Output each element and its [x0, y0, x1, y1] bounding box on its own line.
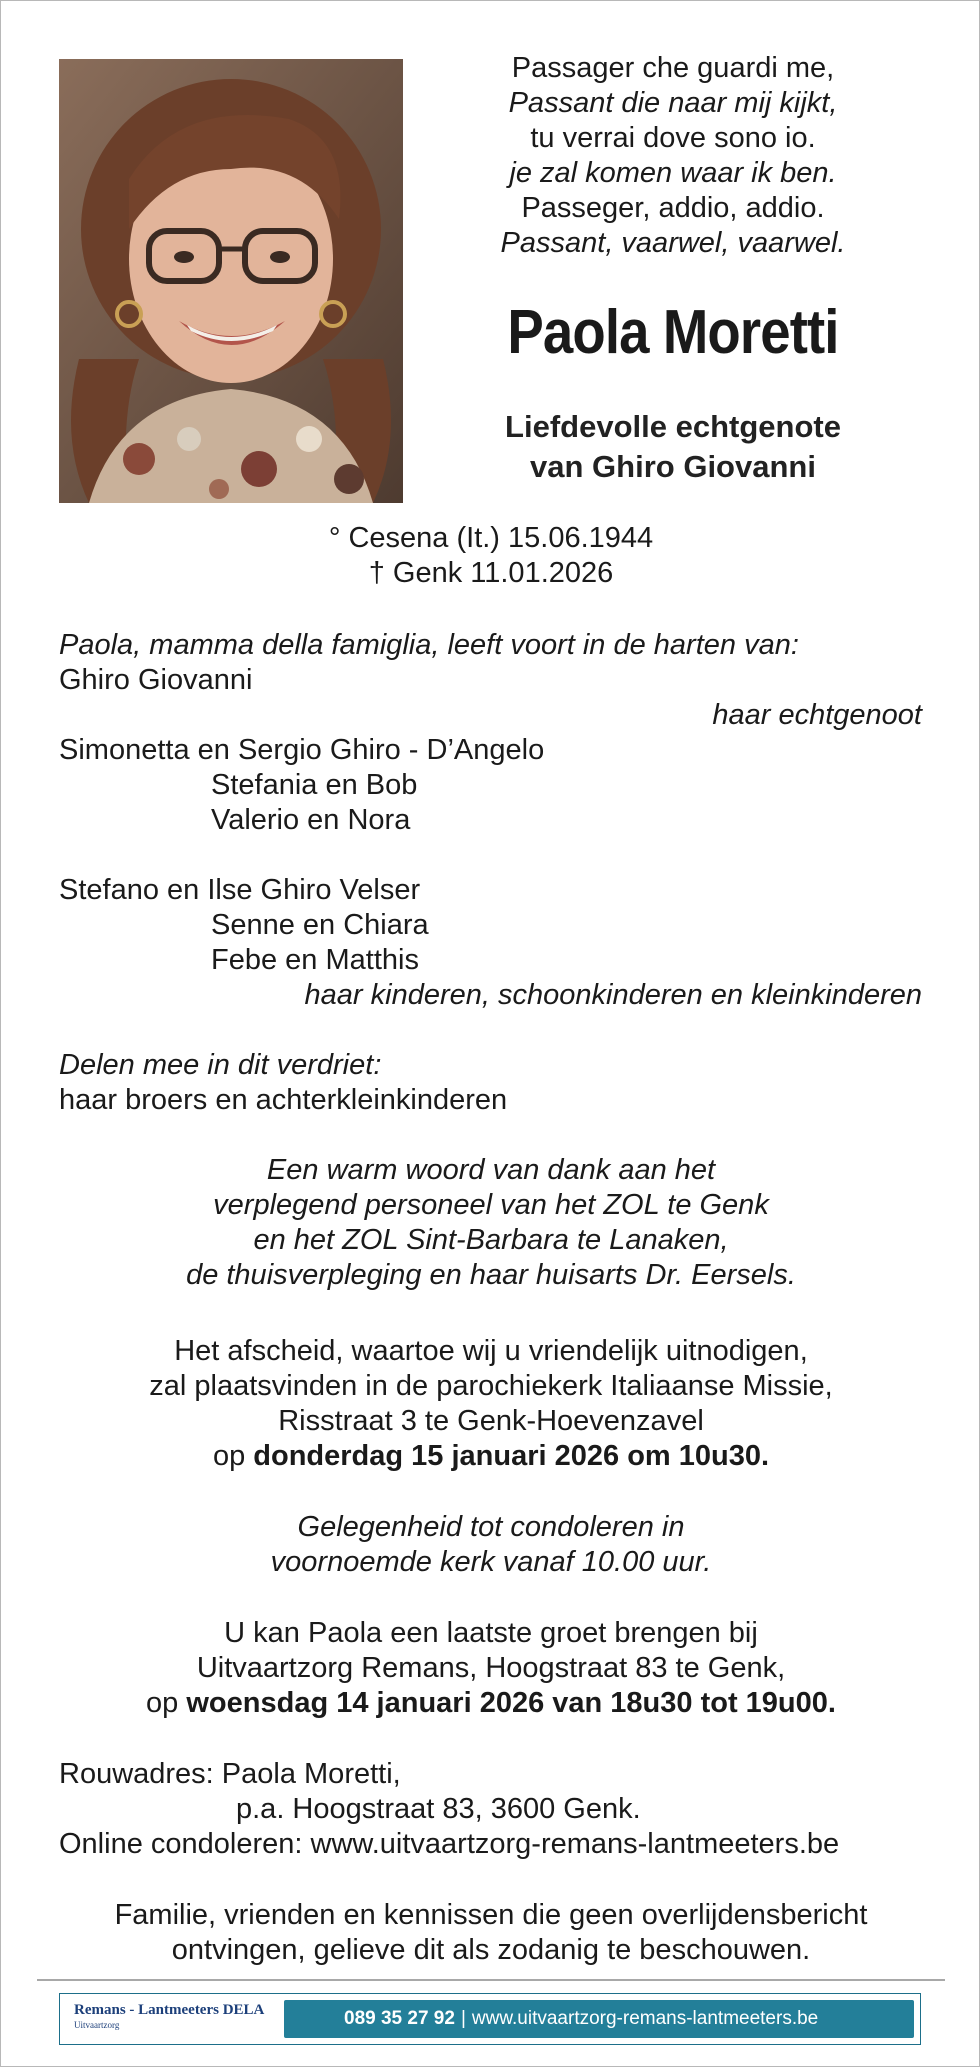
visit-datetime-value: woensdag 14 januari 2026 van 18u30 tot 19u00. — [186, 1687, 836, 1719]
poem-line-5: Passeger, addio, addio. — [521, 192, 825, 224]
brand-logo — [74, 2001, 264, 2031]
spouse-line-1: Liefdevolle echtgenote — [505, 409, 841, 444]
funeral-datetime — [1, 1439, 980, 1474]
condolence-line-2: voornoemde kerk vanaf 10.00 uur. — [270, 1546, 712, 1578]
funeral-datetime-value: donderdag 15 januari 2026 om 10u30. — [253, 1440, 770, 1472]
thanks-line-4: de thuisverpleging en haar huisarts Dr. Eersels. — [186, 1259, 796, 1291]
online-condolence: Online condoleren: www.uitvaartzorg-remans-lantmeeters.be — [59, 1828, 840, 1860]
website-link[interactable]: www.uitvaartzorg-remans-lantmeeters.be — [471, 2008, 819, 2029]
thanks-line-2: verplegend personeel van het ZOL te Genk — [213, 1189, 769, 1221]
funeral-line-2: zal plaatsvinden in de parochiekerk Italiaanse Missie, — [149, 1370, 833, 1402]
poem-line-4: je zal komen waar ik ben. — [509, 157, 837, 189]
poem — [433, 51, 913, 261]
child-2: Stefano en Ilse Ghiro Velser — [59, 874, 421, 906]
death-date: † Genk 11.01.2026 — [368, 557, 614, 589]
visit-line-1: U kan Paola een laatste groet brengen bij — [224, 1617, 758, 1649]
phone-number[interactable]: 089 35 27 92 — [344, 2008, 455, 2029]
spouse-line-2: van Ghiro Giovanni — [530, 449, 816, 484]
brand-name: Remans - Lantmeeters DELA — [74, 2002, 265, 2018]
husband-role: haar echtgenoot — [712, 699, 922, 731]
grandchild-2b: Febe en Matthis — [211, 944, 419, 976]
funeral-line-1: Het afscheid, waartoe wij u vriendelijk uitnodigen, — [174, 1335, 808, 1367]
address-line-1: Rouwadres: Paola Moretti, — [59, 1758, 401, 1790]
notice-line-1: Familie, vrienden en kennissen die geen overlijdensbericht — [114, 1899, 868, 1931]
spouse-note — [433, 407, 913, 487]
thanks-line-1: Een warm woord van dank aan het — [266, 1154, 716, 1186]
visit-line-2: Uitvaartzorg Remans, Hoogstraat 83 te Genk, — [196, 1652, 786, 1684]
condolence-line-1: Gelegenheid tot condoleren in — [297, 1511, 685, 1543]
life-dates — [1, 521, 980, 591]
grandchild-1b: Valerio en Nora — [211, 804, 411, 836]
birth-date: ° Cesena (It.) 15.06.1944 — [328, 522, 654, 554]
share-intro: Delen mee in dit verdriet: — [59, 1049, 382, 1081]
poem-line-3: tu verrai dove sono io. — [530, 122, 816, 154]
child-1: Simonetta en Sergio Ghiro - D’Angelo — [59, 734, 545, 766]
thanks-line-3: en het ZOL Sint-Barbara te Lanaken, — [253, 1224, 729, 1256]
poem-line-6: Passant, vaarwel, vaarwel. — [500, 227, 846, 259]
share-names: haar broers en achterkleinkinderen — [59, 1084, 508, 1116]
contact-bar — [284, 2000, 914, 2038]
grandchild-1a: Stefania en Bob — [211, 769, 418, 801]
visit-datetime — [1, 1686, 980, 1721]
brand-subtitle: Uitvaartzorg — [74, 2020, 120, 2030]
address-line-2: p.a. Hoogstraat 83, 3600 Genk. — [236, 1793, 641, 1825]
funeral-line-3: Risstraat 3 te Genk-Hoevenzavel — [278, 1405, 704, 1437]
funeral-datetime-prefix: op — [212, 1440, 246, 1472]
poem-line-2: Passant die naar mij kijkt, — [508, 87, 838, 119]
children-role: haar kinderen, schoonkinderen en kleinkinderen — [304, 979, 922, 1011]
footer-banner — [59, 1993, 921, 2045]
notice-line-2: ontvingen, gelieve dit als zodanig te beschouwen. — [171, 1934, 811, 1966]
deceased-name: Paola Moretti — [507, 298, 839, 367]
contact-separator: | — [460, 2008, 466, 2029]
grandchild-2a: Senne en Chiara — [211, 909, 429, 941]
portrait-photo — [59, 59, 403, 503]
poem-line-1: Passager che guardi me, — [511, 52, 835, 84]
footer-divider — [37, 1979, 945, 1981]
family-intro: Paola, mamma della famiglia, leeft voort in de harten van: — [59, 629, 799, 661]
husband-name: Ghiro Giovanni — [59, 664, 253, 696]
visit-datetime-prefix: op — [146, 1687, 179, 1719]
